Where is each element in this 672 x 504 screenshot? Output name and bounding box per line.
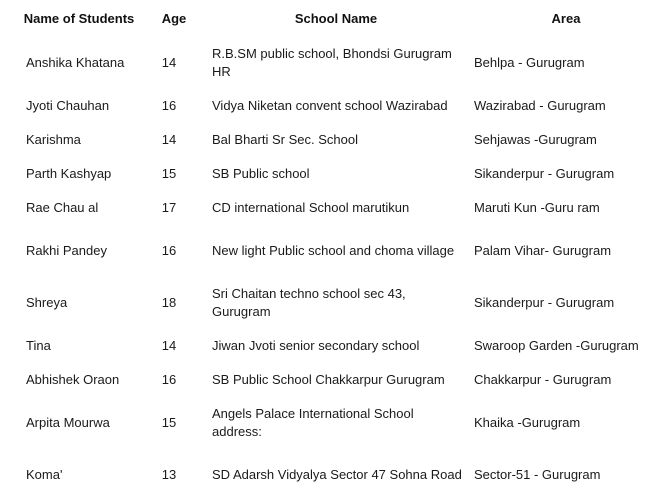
student-age: 16 — [161, 98, 177, 113]
table-row — [14, 449, 664, 501]
header-area: Area — [551, 11, 581, 26]
student-area: Sikanderpur - Gurugram — [474, 166, 615, 181]
student-name: Rakhi Pandey — [26, 243, 107, 258]
table-header — [14, 0, 664, 37]
student-name: Abhishek Oraon — [26, 372, 120, 387]
table-row — [14, 191, 664, 225]
student-school: Bal Bharti Sr Sec. School — [212, 132, 358, 147]
student-age: 15 — [161, 415, 177, 430]
student-age: 16 — [161, 243, 177, 258]
table-row — [14, 157, 664, 191]
student-name: Tina — [26, 338, 51, 353]
student-name: Anshika Khatana — [26, 55, 125, 70]
table-row — [14, 225, 664, 277]
student-name: Arpita Mourwa — [26, 415, 110, 430]
student-area: Khaika -Gurugram — [474, 415, 581, 430]
student-name: Rae Chau al — [26, 200, 99, 215]
student-school: SB Public school — [212, 166, 310, 181]
student-school: Angels Palace International School address: — [212, 406, 414, 439]
student-age: 14 — [161, 55, 177, 70]
student-age: 17 — [161, 200, 177, 215]
student-school: Jiwan Jvoti senior secondary school — [212, 338, 420, 353]
student-area: Palam Vihar- Gurugram — [474, 243, 612, 258]
student-name: Koma' — [26, 467, 63, 482]
student-school: SB Public School Chakkarpur Gurugram — [212, 372, 445, 387]
header-school: School Name — [294, 11, 378, 26]
student-name: Jyoti Chauhan — [26, 98, 110, 113]
student-age: 13 — [161, 467, 177, 482]
student-name: Karishma — [26, 132, 81, 147]
table-row — [14, 37, 664, 89]
table-row — [14, 277, 664, 329]
student-school: Vidya Niketan convent school Wazirabad — [212, 98, 448, 113]
student-area: Maruti Kun -Guru ram — [474, 200, 600, 215]
student-school: Sri Chaitan techno school sec 43, Gurugram — [212, 286, 406, 319]
student-school: CD international School marutikun — [212, 200, 410, 215]
student-name: Shreya — [26, 295, 68, 310]
table-row — [14, 329, 664, 363]
table-row — [14, 123, 664, 157]
student-age: 14 — [161, 338, 177, 353]
student-age: 14 — [161, 132, 177, 147]
student-area: Wazirabad - Gurugram — [474, 98, 606, 113]
header-row — [14, 0, 664, 37]
student-school: New light Public school and choma village — [212, 243, 455, 258]
table-row — [14, 397, 664, 449]
student-name: Parth Kashyap — [26, 166, 112, 181]
table-row — [14, 89, 664, 123]
student-school: R.B.SM public school, Bhondsi Gurugram HR — [212, 46, 452, 79]
student-age: 18 — [161, 295, 177, 310]
student-area: Chakkarpur - Gurugram — [474, 372, 612, 387]
student-school: SD Adarsh Vidyalya Sector 47 Sohna Road — [212, 467, 462, 482]
student-area: Behlpa - Gurugram — [474, 55, 585, 70]
student-age: 16 — [161, 372, 177, 387]
student-area: Sector-51 - Gurugram — [474, 467, 601, 482]
header-name: Name of Students — [23, 11, 135, 26]
header-age: Age — [161, 11, 187, 26]
students-table — [14, 0, 664, 501]
student-area: Swaroop Garden -Gurugram — [474, 338, 639, 353]
student-area: Sikanderpur - Gurugram — [474, 295, 615, 310]
table-body — [14, 37, 664, 501]
table-row — [14, 363, 664, 397]
student-area: Sehjawas -Gurugram — [474, 132, 597, 147]
student-age: 15 — [161, 166, 177, 181]
